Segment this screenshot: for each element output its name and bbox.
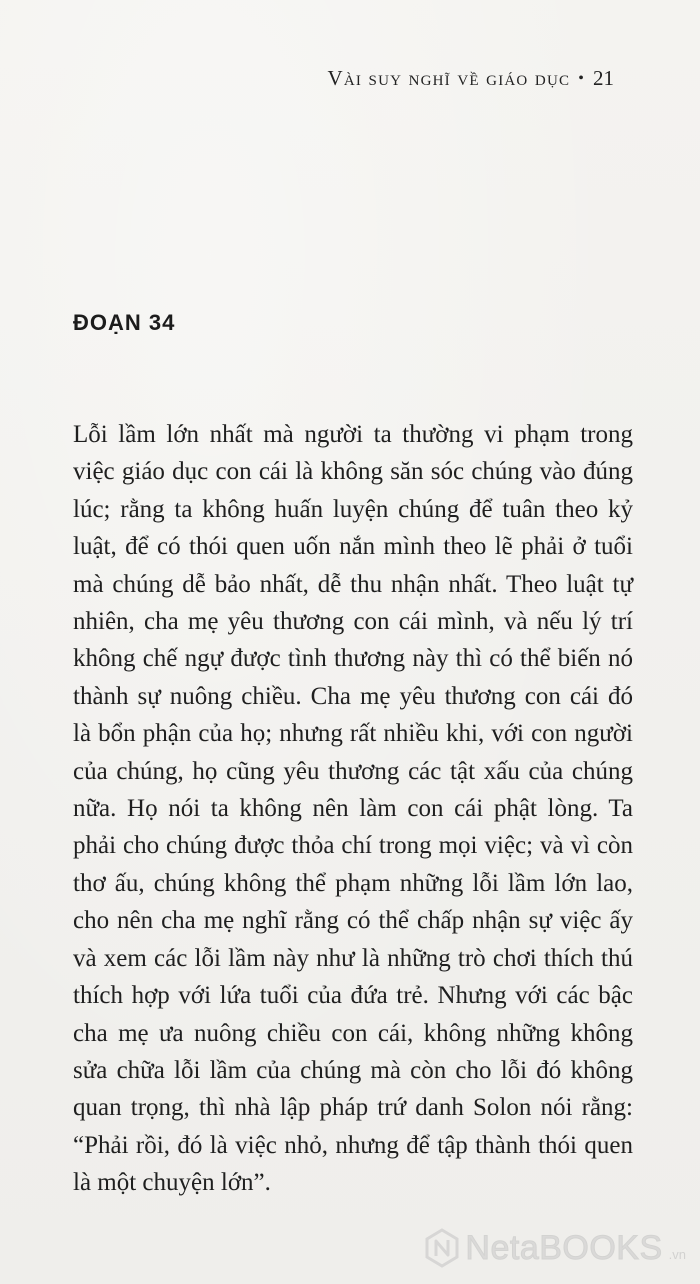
text-line: phải cho chúng được thỏa chí trong mọi việc; và vì còn: [73, 832, 633, 860]
text-line: Lỗi lầm lớn nhất mà người ta thường vi phạm trong: [73, 421, 633, 448]
text-line: mà chúng dễ bảo nhất, dễ thu nhận nhất. Theo luật tự: [73, 570, 633, 598]
text-line: quan trọng, thì nhà lập pháp trứ danh Solon nói rằng:: [73, 1094, 633, 1122]
text-line: nhiên, cha mẹ yêu thương con cái mình, và nếu lý trí: [73, 608, 633, 636]
text-line: cha mẹ ưa nuông chiều con cái, không những không: [73, 1019, 633, 1047]
running-header: [327, 66, 614, 91]
running-title: Vài suy nghĩ về giáo dục: [327, 66, 571, 90]
text-line-last: là một chuyện lớn”.: [73, 1169, 271, 1197]
text-line: thích hợp với lứa tuổi của đứa trẻ. Nhưng với các bậc: [73, 982, 633, 1010]
page-number: 21: [593, 66, 614, 90]
body-paragraph: [73, 416, 633, 1202]
text-line: thành sự nuông chiều. Cha mẹ yêu thương con cái đó: [73, 682, 633, 710]
watermark-suffix: .vn: [668, 1247, 686, 1262]
section-title: ĐOẠN 34: [73, 310, 176, 335]
text-line: “Phải rồi, đó là việc nhỏ, nhưng để tập thành thói quen: [73, 1131, 633, 1159]
text-line: lúc; rằng ta không huấn luyện chúng để tuân theo kỷ: [73, 495, 633, 523]
text-line: nữa. Họ nói ta không nên làm con cái phật lòng. Ta: [73, 795, 633, 823]
netabooks-logo-icon: [425, 1228, 459, 1268]
text-line: không chế ngự được tình thương này thì có thể biến nó: [73, 645, 633, 673]
text-line: luật, để có thói quen uốn nắn mình theo lẽ phải ở tuổi: [73, 533, 633, 561]
text-line: và xem các lỗi lầm này như là những trò chơi thích thú: [73, 944, 633, 972]
text-line: sửa chữa lỗi lầm của chúng mà còn cho lỗi đó không: [73, 1056, 633, 1084]
text-line: việc giáo dục con cái là không săn sóc chúng vào đúng: [73, 458, 633, 486]
text-line: thơ ấu, chúng không thể phạm những lỗi lầm lớn lao,: [73, 869, 633, 897]
watermark-brand: NetaBOOKS: [465, 1228, 663, 1267]
text-line: cho nên cha mẹ nghĩ rằng có thể chấp nhận sự việc ấy: [73, 907, 633, 935]
netabooks-watermark: [425, 1228, 686, 1268]
header-separator: •: [578, 70, 585, 87]
text-line: của chúng, họ cũng yêu thương các tật xấu của chúng: [73, 757, 633, 785]
text-line: là bổn phận của họ; nhưng rất nhiều khi, với con người: [73, 720, 633, 748]
